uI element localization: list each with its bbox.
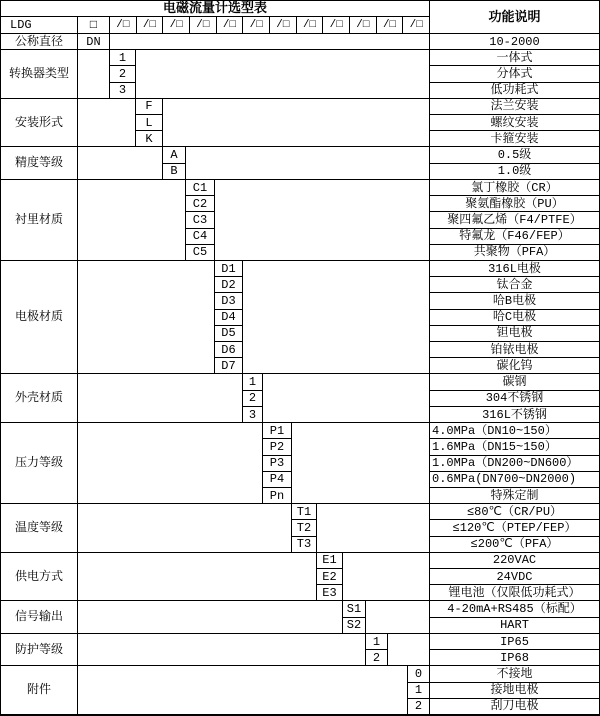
function-desc-header: 功能说明 bbox=[430, 1, 599, 34]
code-slot: /□ bbox=[323, 17, 350, 33]
desc-cell: 钽电极 bbox=[430, 326, 599, 342]
category-label: 安装形式 bbox=[1, 99, 78, 148]
code-cell: 3 bbox=[243, 407, 263, 423]
code-cell: C3 bbox=[186, 212, 215, 228]
desc-cell: 特殊定制 bbox=[430, 488, 599, 504]
desc-cell: 特氟龙（F46/FEP） bbox=[430, 229, 599, 245]
desc-cell: 10-2000 bbox=[430, 34, 599, 50]
code-cell: P1 bbox=[263, 423, 292, 439]
code-cell: E2 bbox=[317, 569, 343, 585]
merged-gap-right bbox=[163, 99, 430, 148]
code-cell: D4 bbox=[215, 310, 243, 326]
merged-gap-left bbox=[78, 374, 243, 423]
code-slot: /□ bbox=[137, 17, 164, 33]
code-cell: 2 bbox=[110, 66, 136, 82]
desc-cell: 1.0MPa（DN200~DN600） bbox=[430, 456, 599, 472]
code-slot: /□ bbox=[110, 17, 137, 33]
code-slot: /□ bbox=[403, 17, 430, 33]
desc-cell: 316L不锈钢 bbox=[430, 407, 599, 423]
code-cell: 2 bbox=[408, 699, 430, 715]
code-cell: D7 bbox=[215, 358, 243, 374]
merged-gap-right bbox=[343, 553, 430, 602]
merged-gap-right bbox=[263, 374, 430, 423]
code-cell: 2 bbox=[243, 391, 263, 407]
code-cell: P4 bbox=[263, 472, 292, 488]
code-cell: 1 bbox=[408, 683, 430, 699]
category-label: 电极材质 bbox=[1, 261, 78, 375]
category-label: 外壳材质 bbox=[1, 374, 78, 423]
code-cell: P3 bbox=[263, 456, 292, 472]
desc-cell: 316L电极 bbox=[430, 261, 599, 277]
code-cell: C4 bbox=[186, 229, 215, 245]
code-cell: 2 bbox=[366, 650, 388, 666]
desc-cell: 4.0MPa（DN10~150） bbox=[430, 423, 599, 439]
category-label: 信号输出 bbox=[1, 601, 78, 633]
desc-cell: 304不锈钢 bbox=[430, 391, 599, 407]
code-cell: L bbox=[136, 115, 163, 131]
desc-cell: 接地电极 bbox=[430, 683, 599, 699]
desc-cell: 4-20mA+RS485（标配） bbox=[430, 601, 599, 617]
code-cell: T1 bbox=[292, 504, 317, 520]
code-cell: B bbox=[163, 164, 186, 180]
code-cell: 1 bbox=[110, 50, 136, 66]
merged-gap-right bbox=[186, 147, 430, 179]
desc-cell: 哈B电极 bbox=[430, 293, 599, 309]
desc-cell: 不接地 bbox=[430, 666, 599, 682]
category-label: 衬里材质 bbox=[1, 180, 78, 261]
code-cell: S1 bbox=[343, 601, 366, 617]
desc-cell: 220VAC bbox=[430, 553, 599, 569]
desc-cell: 锂电池（仅限低功耗式） bbox=[430, 585, 599, 601]
merged-gap-left bbox=[78, 504, 292, 553]
code-slot-row bbox=[110, 17, 430, 34]
desc-cell: 刮刀电极 bbox=[430, 699, 599, 715]
desc-cell: HART bbox=[430, 618, 599, 634]
merged-gap-left bbox=[78, 423, 263, 504]
table-title: 电磁流量计选型表 bbox=[1, 1, 430, 17]
code-cell: Pn bbox=[263, 488, 292, 504]
desc-cell: 1.6MPa（DN15~150） bbox=[430, 439, 599, 455]
merged-gap-right bbox=[317, 504, 430, 553]
desc-cell: 氯丁橡胶（CR） bbox=[430, 180, 599, 196]
code-cell: D5 bbox=[215, 326, 243, 342]
code-cell: F bbox=[136, 99, 163, 115]
category-label: 转换器类型 bbox=[1, 50, 78, 99]
desc-cell: 24VDC bbox=[430, 569, 599, 585]
desc-cell: 0.6MPa(DN700~DN2000) bbox=[430, 472, 599, 488]
desc-cell: ≤80℃（CR/PU） bbox=[430, 504, 599, 520]
desc-cell: 1.0级 bbox=[430, 164, 599, 180]
code-slot: /□ bbox=[350, 17, 377, 33]
category-label: 供电方式 bbox=[1, 553, 78, 602]
code-cell: A bbox=[163, 147, 186, 163]
model-prefix: LDG bbox=[1, 17, 78, 34]
merged-gap-left bbox=[78, 261, 215, 375]
desc-cell: 铂铱电极 bbox=[430, 342, 599, 358]
code-cell: T2 bbox=[292, 520, 317, 536]
desc-cell: 分体式 bbox=[430, 66, 599, 82]
category-label: 压力等级 bbox=[1, 423, 78, 504]
code-cell: C5 bbox=[186, 245, 215, 261]
code-cell: D3 bbox=[215, 293, 243, 309]
merged-gap-right bbox=[388, 634, 430, 666]
desc-cell: IP68 bbox=[430, 650, 599, 666]
desc-cell: 0.5级 bbox=[430, 147, 599, 163]
desc-cell: 卡箍安装 bbox=[430, 131, 599, 147]
desc-cell: 钛合金 bbox=[430, 277, 599, 293]
desc-cell: 法兰安装 bbox=[430, 99, 599, 115]
code-slot: /□ bbox=[270, 17, 297, 33]
code-cell: D1 bbox=[215, 261, 243, 277]
merged-gap-right bbox=[215, 180, 430, 261]
code-cell: K bbox=[136, 131, 163, 147]
code-cell: C1 bbox=[186, 180, 215, 196]
category-label: 防护等级 bbox=[1, 634, 78, 666]
desc-cell: 聚四氟乙烯（F4/PTFE） bbox=[430, 212, 599, 228]
desc-cell: 一体式 bbox=[430, 50, 599, 66]
code-slot: /□ bbox=[297, 17, 324, 33]
code-cell: D2 bbox=[215, 277, 243, 293]
code-cell: E3 bbox=[317, 585, 343, 601]
code-cell: DN bbox=[78, 34, 110, 50]
code-cell: D6 bbox=[215, 342, 243, 358]
desc-cell: 聚氨酯橡胶（PU） bbox=[430, 196, 599, 212]
code-slot: /□ bbox=[217, 17, 244, 33]
desc-cell: 碳钢 bbox=[430, 374, 599, 390]
merged-gap-left bbox=[78, 553, 317, 602]
merged-gap-left bbox=[78, 601, 343, 633]
category-label: 附件 bbox=[1, 666, 78, 715]
merged-gap-left bbox=[78, 147, 163, 179]
merged-gap-left bbox=[78, 666, 408, 715]
desc-cell: ≤120℃（PTEP/FEP） bbox=[430, 520, 599, 536]
code-slot: /□ bbox=[190, 17, 217, 33]
merged-gap-left bbox=[78, 99, 136, 148]
code-slot: /□ bbox=[243, 17, 270, 33]
code-cell: 1 bbox=[366, 634, 388, 650]
merged-gap-left bbox=[78, 50, 110, 99]
merged-gap-right bbox=[243, 261, 430, 375]
code-cell: 3 bbox=[110, 83, 136, 99]
merged-gap-right bbox=[110, 34, 430, 50]
category-label: 精度等级 bbox=[1, 147, 78, 179]
code-cell: E1 bbox=[317, 553, 343, 569]
desc-cell: 哈C电极 bbox=[430, 310, 599, 326]
desc-cell: ≤200℃（PFA） bbox=[430, 537, 599, 553]
desc-cell: 低功耗式 bbox=[430, 83, 599, 99]
code-box-first: □ bbox=[78, 17, 110, 34]
merged-gap-left bbox=[78, 634, 366, 666]
desc-cell: 共聚物（PFA） bbox=[430, 245, 599, 261]
code-cell: P2 bbox=[263, 439, 292, 455]
code-cell: S2 bbox=[343, 618, 366, 634]
merged-gap-right bbox=[136, 50, 430, 99]
desc-cell: 碳化钨 bbox=[430, 358, 599, 374]
code-slot: /□ bbox=[377, 17, 404, 33]
merged-gap-right bbox=[366, 601, 430, 633]
category-label: 温度等级 bbox=[1, 504, 78, 553]
merged-gap-left bbox=[78, 180, 186, 261]
code-cell: T3 bbox=[292, 537, 317, 553]
code-cell: 1 bbox=[243, 374, 263, 390]
code-cell: 0 bbox=[408, 666, 430, 682]
merged-gap-right bbox=[292, 423, 430, 504]
desc-cell: IP65 bbox=[430, 634, 599, 650]
category-label: 公称直径 bbox=[1, 34, 78, 50]
desc-cell: 螺纹安装 bbox=[430, 115, 599, 131]
code-slot: /□ bbox=[163, 17, 190, 33]
code-cell: C2 bbox=[186, 196, 215, 212]
